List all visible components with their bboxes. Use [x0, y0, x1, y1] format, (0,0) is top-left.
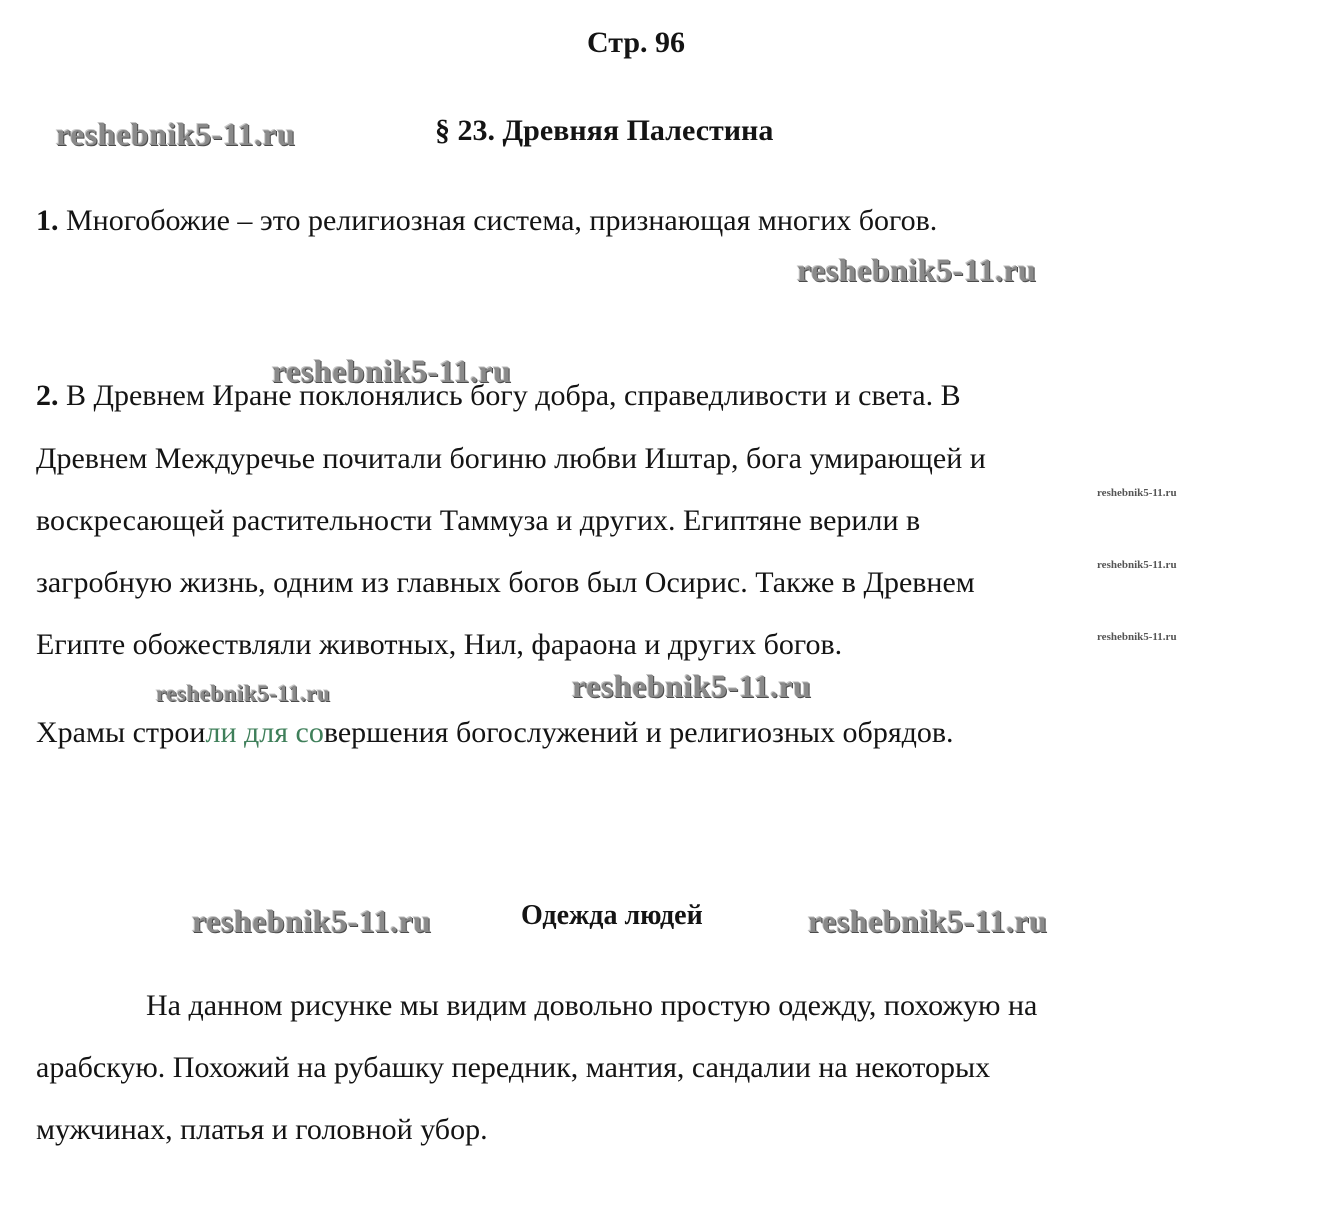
answer-1-text: Многобожие – это религиозная система, признающая многих богов. [58, 204, 938, 237]
clothing-line-2: арабскую. Похожий на рубашку передник, мантия, сандалии на некоторых [36, 1051, 991, 1084]
clothing-heading: Одежда людей [521, 900, 703, 931]
answer-2-number: 2. [36, 379, 59, 412]
section-title: § 23. Древняя Палестина [435, 114, 774, 147]
page-number: Стр. 96 [586, 26, 686, 59]
watermark: reshebnik5-11.ru [1097, 631, 1177, 643]
clothing-line-1: На данном рисунке мы видим довольно простую одежду, похожую на [146, 989, 1038, 1022]
answer-2-line-1 [36, 379, 961, 413]
answer-2-line-3: воскресающей растительности Таммуза и других. Египтяне верили в [36, 504, 921, 537]
answer-1-line [36, 204, 937, 238]
answer-1-number: 1. [36, 204, 59, 237]
answer-2-line-5: Египте обожествляли животных, Нил, фараона и других богов. [36, 628, 843, 661]
watermark: reshebnik5-11.ru [1097, 559, 1177, 571]
watermark: reshebnik5-11.ru [56, 116, 296, 152]
watermark: reshebnik5-11.ru [797, 252, 1037, 288]
watermark: reshebnik5-11.ru [572, 668, 812, 704]
answer-2-text-6b: ли для со [205, 716, 324, 749]
watermark: reshebnik5-11.ru [192, 903, 432, 939]
clothing-line-3: мужчинах, платья и головной убор. [36, 1113, 488, 1146]
answer-2-text-6c: вершения богослужений и религиозных обрядов. [323, 716, 954, 749]
answer-2-text-1: В Древнем Иране поклонялись богу добра, справедливости и света. В [58, 379, 961, 412]
answer-2-line-6 [36, 716, 954, 750]
answer-2-text-6a: Храмы строи [36, 716, 206, 749]
watermark: reshebnik5-11.ru [272, 353, 512, 389]
watermark: reshebnik5-11.ru [808, 903, 1048, 939]
answer-2-line-4: загробную жизнь, одним из главных богов был Осирис. Также в Древнем [36, 566, 975, 599]
watermark: reshebnik5-11.ru [156, 681, 331, 706]
watermark: reshebnik5-11.ru [1097, 487, 1177, 499]
answer-2-line-2: Древнем Междуречье почитали богиню любви Иштар, бога умирающей и [36, 442, 986, 475]
